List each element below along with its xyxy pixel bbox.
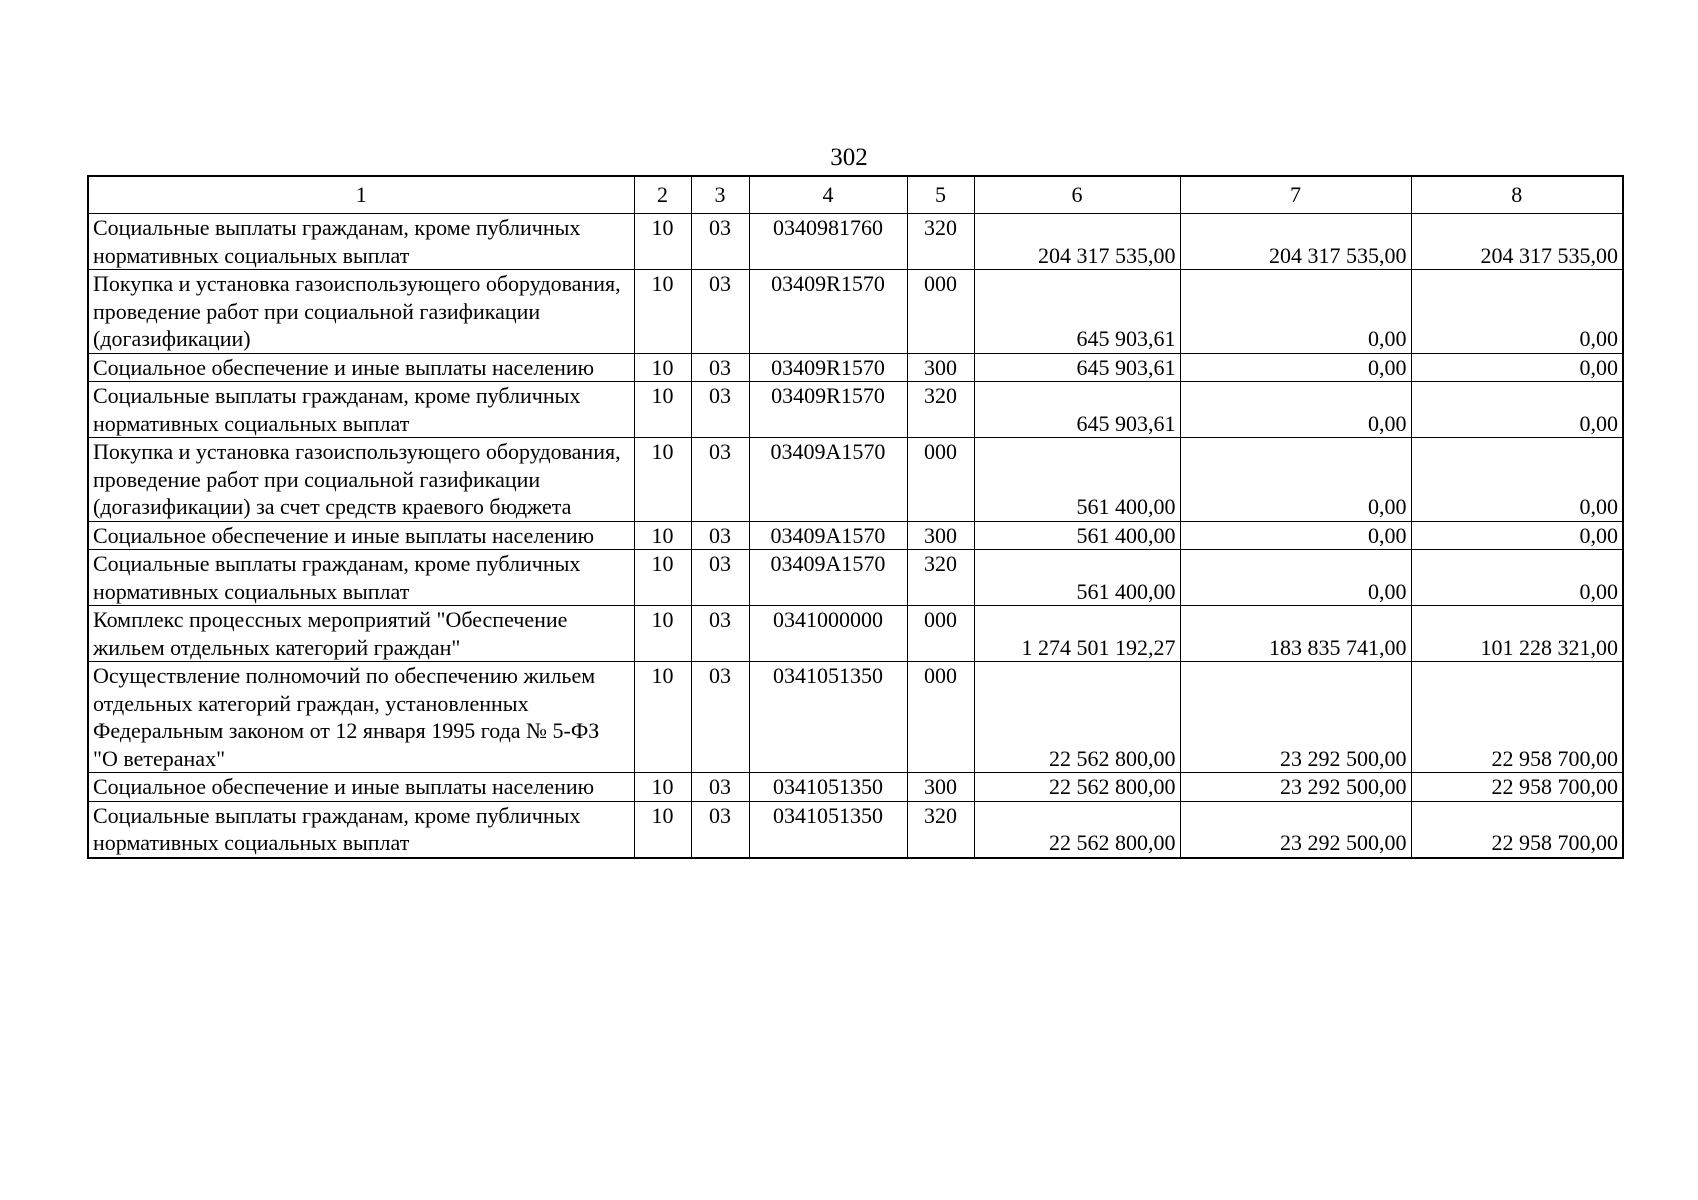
section-code: 10: [634, 521, 691, 550]
table-row: [88, 382, 1623, 438]
amount-col8: 22 958 700,00: [1411, 662, 1623, 773]
amount-col8: 0,00: [1411, 353, 1623, 382]
expense-type-code: 320: [907, 214, 974, 270]
section-code: 10: [634, 801, 691, 858]
target-article-code: 03409A1570: [749, 550, 907, 606]
section-code: 10: [634, 550, 691, 606]
expense-type-code: 000: [907, 606, 974, 662]
column-header: 6: [974, 176, 1180, 214]
table-row: [88, 438, 1623, 522]
target-article-code: 0340981760: [749, 214, 907, 270]
table-row: [88, 550, 1623, 606]
amount-col7: 23 292 500,00: [1180, 773, 1411, 802]
item-name: Социальные выплаты гражданам, кроме публичных нормативных социальных выплат: [88, 801, 634, 858]
expense-type-code: 000: [907, 662, 974, 773]
amount-col7: 0,00: [1180, 521, 1411, 550]
subsection-code: 03: [691, 353, 749, 382]
amount-col6: 561 400,00: [974, 521, 1180, 550]
item-name: Социальное обеспечение и иные выплаты населению: [88, 773, 634, 802]
amount-col7: 0,00: [1180, 438, 1411, 522]
amount-col8: 101 228 321,00: [1411, 606, 1623, 662]
amount-col8: 22 958 700,00: [1411, 801, 1623, 858]
amount-col6: 645 903,61: [974, 353, 1180, 382]
amount-col8: 0,00: [1411, 550, 1623, 606]
item-name: Социальное обеспечение и иные выплаты населению: [88, 353, 634, 382]
expense-type-code: 320: [907, 801, 974, 858]
column-header: 2: [634, 176, 691, 214]
table-row: [88, 270, 1623, 354]
item-name: Покупка и установка газоиспользующего оборудования, проведение работ при социальной газификации (догазификации): [88, 270, 634, 354]
item-name: Осуществление полномочий по обеспечению жильем отдельных категорий граждан, установленных Федеральным законом от 12 января 1995 года № 5-ФЗ "О ветеранах": [88, 662, 634, 773]
subsection-code: 03: [691, 270, 749, 354]
table-row: [88, 214, 1623, 270]
amount-col6: 561 400,00: [974, 550, 1180, 606]
amount-col6: 645 903,61: [974, 382, 1180, 438]
section-code: 10: [634, 438, 691, 522]
amount-col7: 0,00: [1180, 270, 1411, 354]
subsection-code: 03: [691, 662, 749, 773]
amount-col8: 0,00: [1411, 521, 1623, 550]
column-number-row: [88, 176, 1623, 214]
item-name: Социальные выплаты гражданам, кроме публичных нормативных социальных выплат: [88, 550, 634, 606]
subsection-code: 03: [691, 801, 749, 858]
item-name: Социальное обеспечение и иные выплаты населению: [88, 521, 634, 550]
amount-col6: 22 562 800,00: [974, 662, 1180, 773]
amount-col7: 0,00: [1180, 382, 1411, 438]
expense-type-code: 300: [907, 773, 974, 802]
amount-col7: 23 292 500,00: [1180, 801, 1411, 858]
amount-col6: 645 903,61: [974, 270, 1180, 354]
amount-col6: 22 562 800,00: [974, 801, 1180, 858]
target-article-code: 0341051350: [749, 801, 907, 858]
target-article-code: 0341051350: [749, 662, 907, 773]
expense-type-code: 000: [907, 270, 974, 354]
column-header: 7: [1180, 176, 1411, 214]
amount-col8: 0,00: [1411, 382, 1623, 438]
table-body: [88, 214, 1623, 858]
expense-type-code: 000: [907, 438, 974, 522]
target-article-code: 0341000000: [749, 606, 907, 662]
table-row: [88, 801, 1623, 858]
column-header: 5: [907, 176, 974, 214]
amount-col8: 204 317 535,00: [1411, 214, 1623, 270]
subsection-code: 03: [691, 550, 749, 606]
subsection-code: 03: [691, 773, 749, 802]
section-code: 10: [634, 270, 691, 354]
subsection-code: 03: [691, 382, 749, 438]
table-row: [88, 662, 1623, 773]
section-code: 10: [634, 382, 691, 438]
target-article-code: 03409A1570: [749, 438, 907, 522]
amount-col7: 204 317 535,00: [1180, 214, 1411, 270]
amount-col6: 22 562 800,00: [974, 773, 1180, 802]
amount-col8: 22 958 700,00: [1411, 773, 1623, 802]
table-row: [88, 773, 1623, 802]
column-header: 1: [88, 176, 634, 214]
column-header: 3: [691, 176, 749, 214]
amount-col8: 0,00: [1411, 438, 1623, 522]
table-row: [88, 353, 1623, 382]
target-article-code: 03409R1570: [749, 353, 907, 382]
table-row: [88, 606, 1623, 662]
item-name: Социальные выплаты гражданам, кроме публичных нормативных социальных выплат: [88, 214, 634, 270]
budget-table: [87, 175, 1624, 859]
section-code: 10: [634, 606, 691, 662]
expense-type-code: 300: [907, 353, 974, 382]
section-code: 10: [634, 353, 691, 382]
page-number: 302: [830, 144, 868, 171]
section-code: 10: [634, 773, 691, 802]
amount-col7: 23 292 500,00: [1180, 662, 1411, 773]
section-code: 10: [634, 662, 691, 773]
column-header: 4: [749, 176, 907, 214]
target-article-code: 0341051350: [749, 773, 907, 802]
expense-type-code: 320: [907, 550, 974, 606]
amount-col6: 561 400,00: [974, 438, 1180, 522]
expense-type-code: 300: [907, 521, 974, 550]
amount-col7: 0,00: [1180, 550, 1411, 606]
target-article-code: 03409R1570: [749, 382, 907, 438]
item-name: Социальные выплаты гражданам, кроме публичных нормативных социальных выплат: [88, 382, 634, 438]
amount-col7: 183 835 741,00: [1180, 606, 1411, 662]
target-article-code: 03409A1570: [749, 521, 907, 550]
column-header: 8: [1411, 176, 1623, 214]
subsection-code: 03: [691, 438, 749, 522]
amount-col6: 1 274 501 192,27: [974, 606, 1180, 662]
amount-col8: 0,00: [1411, 270, 1623, 354]
section-code: 10: [634, 214, 691, 270]
expense-type-code: 320: [907, 382, 974, 438]
subsection-code: 03: [691, 214, 749, 270]
subsection-code: 03: [691, 606, 749, 662]
item-name: Комплекс процессных мероприятий "Обеспечение жильем отдельных категорий граждан": [88, 606, 634, 662]
item-name: Покупка и установка газоиспользующего оборудования, проведение работ при социальной газификации (догазификации) за счет средств краевого бюджета: [88, 438, 634, 522]
amount-col7: 0,00: [1180, 353, 1411, 382]
table-row: [88, 521, 1623, 550]
amount-col6: 204 317 535,00: [974, 214, 1180, 270]
target-article-code: 03409R1570: [749, 270, 907, 354]
subsection-code: 03: [691, 521, 749, 550]
